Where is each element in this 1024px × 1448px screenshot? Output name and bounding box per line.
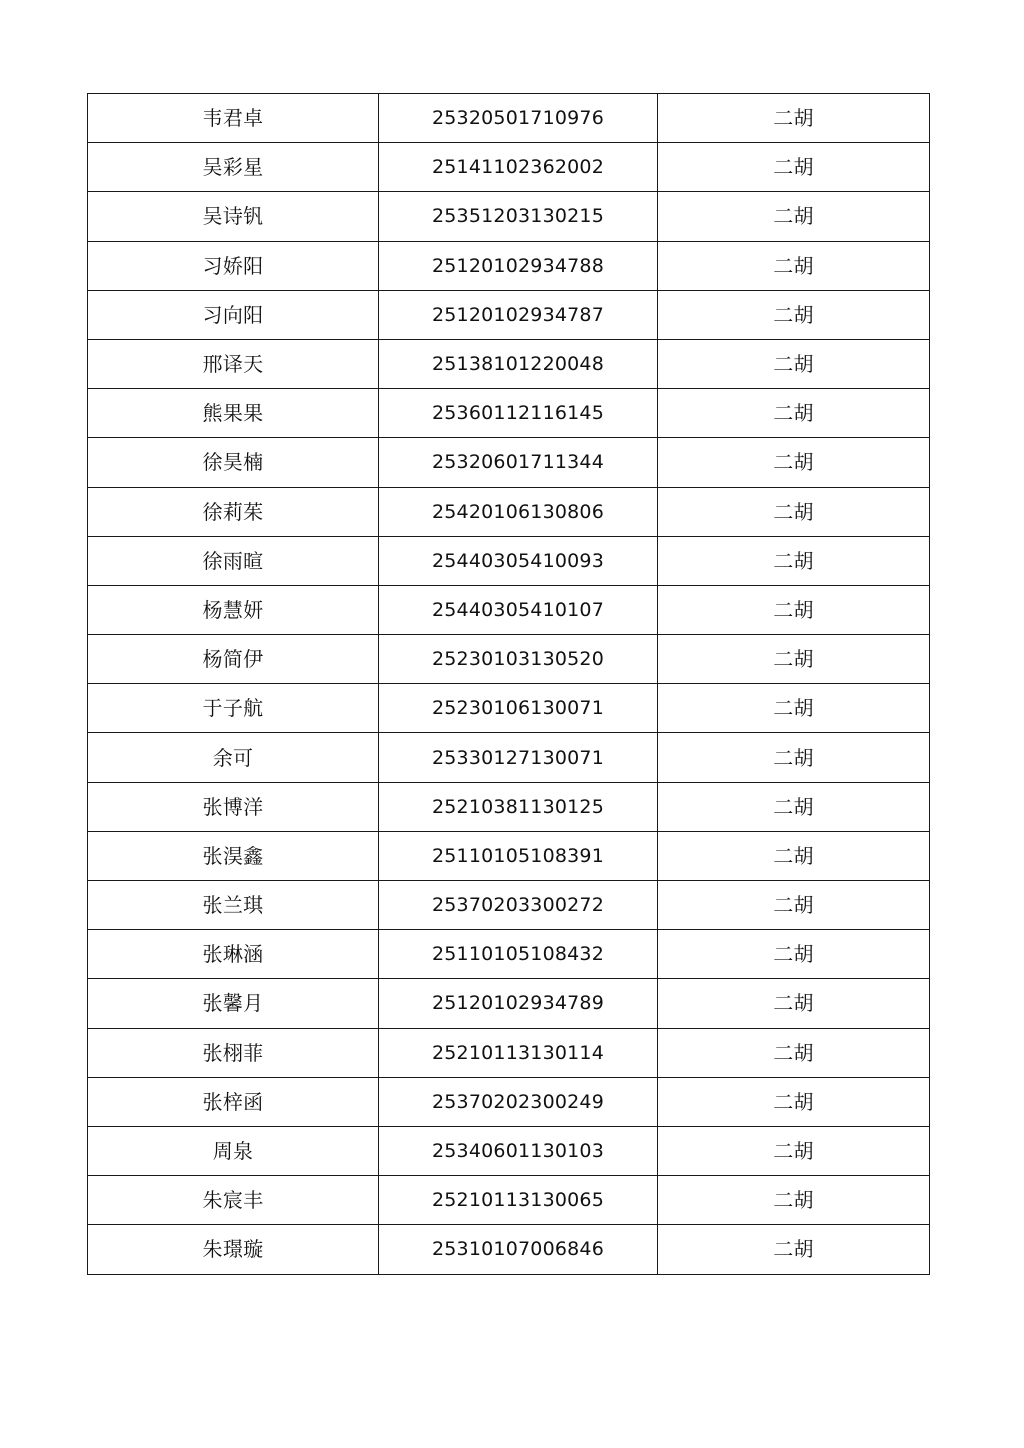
exam-id-cell: 25110105108391: [379, 831, 658, 880]
student-name-cell: 张栩菲: [88, 1028, 379, 1077]
table-row: [88, 241, 930, 290]
student-name-cell: 张淏鑫: [88, 831, 379, 880]
instrument-cell: 二胡: [658, 733, 930, 782]
exam-id-cell: 25210381130125: [379, 782, 658, 831]
instrument-cell: 二胡: [658, 782, 930, 831]
student-name-cell: 周泉: [88, 1126, 379, 1175]
table-row: [88, 1077, 930, 1126]
table-row: [88, 684, 930, 733]
exam-id-cell: 25340601130103: [379, 1126, 658, 1175]
student-name-cell: 习娇阳: [88, 241, 379, 290]
student-name-cell: 朱璟璇: [88, 1225, 379, 1274]
instrument-cell: 二胡: [658, 487, 930, 536]
instrument-cell: 二胡: [658, 94, 930, 143]
instrument-cell: 二胡: [658, 536, 930, 585]
exam-id-cell: 25360112116145: [379, 389, 658, 438]
student-name-cell: 吴诗钒: [88, 192, 379, 241]
student-name-cell: 吴彩星: [88, 143, 379, 192]
instrument-cell: 二胡: [658, 881, 930, 930]
exam-id-cell: 25320601711344: [379, 438, 658, 487]
table-row: [88, 1225, 930, 1274]
table-row: [88, 389, 930, 438]
exam-id-cell: 25310107006846: [379, 1225, 658, 1274]
table-row: [88, 438, 930, 487]
table-row: [88, 635, 930, 684]
student-name-cell: 张梓函: [88, 1077, 379, 1126]
table-row: [88, 339, 930, 388]
table-row: [88, 881, 930, 930]
instrument-cell: 二胡: [658, 585, 930, 634]
table-row: [88, 1126, 930, 1175]
table-row: [88, 733, 930, 782]
instrument-cell: 二胡: [658, 389, 930, 438]
table-row: [88, 585, 930, 634]
instrument-cell: 二胡: [658, 192, 930, 241]
table-row: [88, 94, 930, 143]
table-row: [88, 831, 930, 880]
student-name-cell: 张兰琪: [88, 881, 379, 930]
table-row: [88, 143, 930, 192]
table-row: [88, 979, 930, 1028]
exam-id-cell: 25210113130114: [379, 1028, 658, 1077]
exam-id-cell: 25330127130071: [379, 733, 658, 782]
exam-id-cell: 25138101220048: [379, 339, 658, 388]
instrument-cell: 二胡: [658, 241, 930, 290]
exam-id-cell: 25120102934789: [379, 979, 658, 1028]
table-row: [88, 192, 930, 241]
student-name-cell: 徐雨暄: [88, 536, 379, 585]
roster-table-body: [88, 94, 930, 1275]
exam-id-cell: 25141102362002: [379, 143, 658, 192]
student-name-cell: 徐莉茱: [88, 487, 379, 536]
student-name-cell: 张馨月: [88, 979, 379, 1028]
instrument-cell: 二胡: [658, 1176, 930, 1225]
student-name-cell: 杨慧妍: [88, 585, 379, 634]
instrument-cell: 二胡: [658, 635, 930, 684]
student-name-cell: 熊果果: [88, 389, 379, 438]
exam-id-cell: 25351203130215: [379, 192, 658, 241]
student-name-cell: 习向阳: [88, 290, 379, 339]
exam-id-cell: 25110105108432: [379, 930, 658, 979]
exam-id-cell: 25320501710976: [379, 94, 658, 143]
table-row: [88, 1176, 930, 1225]
instrument-cell: 二胡: [658, 143, 930, 192]
exam-id-cell: 25440305410107: [379, 585, 658, 634]
exam-id-cell: 25420106130806: [379, 487, 658, 536]
table-row: [88, 487, 930, 536]
instrument-cell: 二胡: [658, 1126, 930, 1175]
table-row: [88, 536, 930, 585]
instrument-cell: 二胡: [658, 930, 930, 979]
student-name-cell: 杨简伊: [88, 635, 379, 684]
instrument-cell: 二胡: [658, 290, 930, 339]
exam-id-cell: 25210113130065: [379, 1176, 658, 1225]
exam-id-cell: 25440305410093: [379, 536, 658, 585]
student-name-cell: 徐昊楠: [88, 438, 379, 487]
instrument-cell: 二胡: [658, 1077, 930, 1126]
student-name-cell: 于子航: [88, 684, 379, 733]
student-name-cell: 朱宸丰: [88, 1176, 379, 1225]
student-name-cell: 邢译天: [88, 339, 379, 388]
exam-id-cell: 25370203300272: [379, 881, 658, 930]
exam-id-cell: 25230103130520: [379, 635, 658, 684]
exam-id-cell: 25230106130071: [379, 684, 658, 733]
instrument-cell: 二胡: [658, 438, 930, 487]
exam-id-cell: 25370202300249: [379, 1077, 658, 1126]
instrument-cell: 二胡: [658, 684, 930, 733]
table-row: [88, 290, 930, 339]
instrument-cell: 二胡: [658, 1225, 930, 1274]
student-name-cell: 韦君卓: [88, 94, 379, 143]
instrument-cell: 二胡: [658, 339, 930, 388]
student-name-cell: 张博洋: [88, 782, 379, 831]
exam-id-cell: 25120102934788: [379, 241, 658, 290]
table-row: [88, 782, 930, 831]
roster-table: [87, 93, 930, 1275]
instrument-cell: 二胡: [658, 979, 930, 1028]
instrument-cell: 二胡: [658, 1028, 930, 1077]
instrument-cell: 二胡: [658, 831, 930, 880]
table-row: [88, 930, 930, 979]
student-name-cell: 余可: [88, 733, 379, 782]
exam-id-cell: 25120102934787: [379, 290, 658, 339]
student-name-cell: 张琳涵: [88, 930, 379, 979]
table-row: [88, 1028, 930, 1077]
